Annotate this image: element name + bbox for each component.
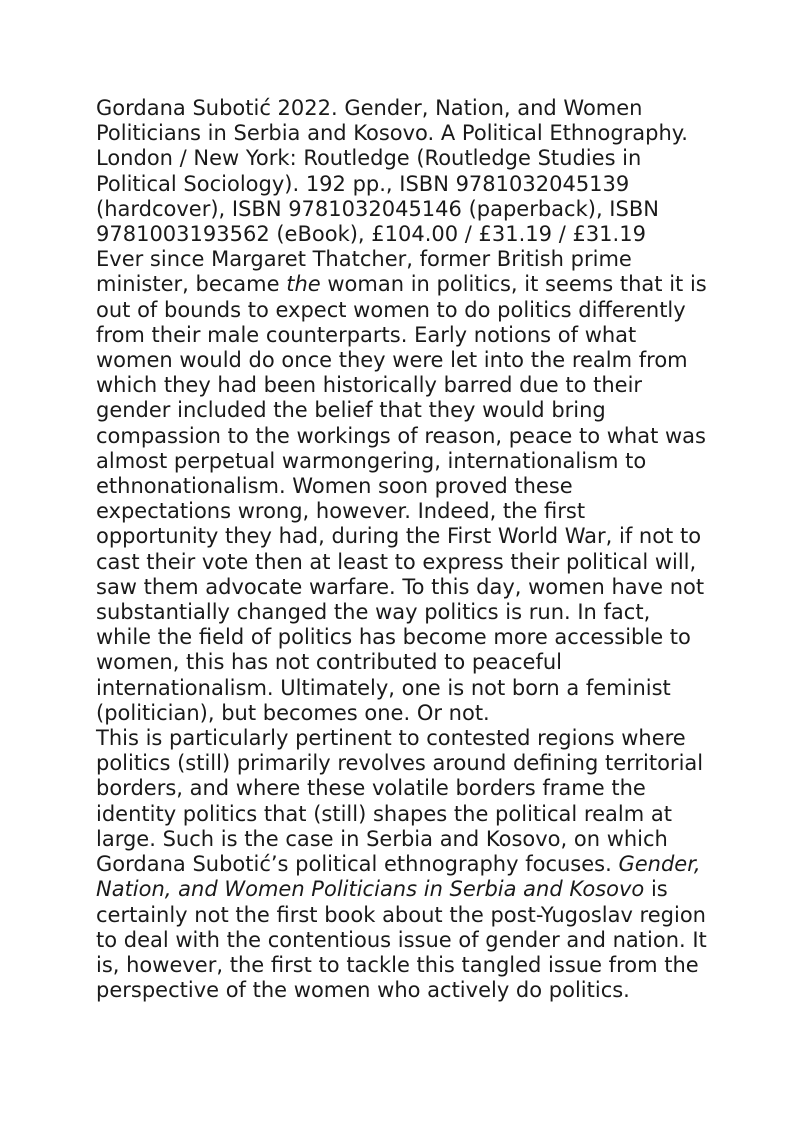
book-title-italic: Gender, Nation, and Women Politicians in Serbia and Kosovo <box>96 852 701 902</box>
book-citation: Gordana Subotić 2022. Gender, Nation, and Women Politicians in Serbia and Kosovo. A Political Ethnography. London / New York: Routledge (Routledge Studies in Political Sociology). 192 pp., ISBN 9781032045139 (hardcover), ISBN 9781032045146 (paperback), ISBN 9781003193562 (eBook), £104.00 / £31.19 / £31.19 <box>96 96 688 247</box>
paragraph-1-text-end: woman in politics, it seems that it is out of bounds to expect women to do politics differently from their male counterparts. Early notions of what women would do once they were let into the realm from which they had been historically barred due to their gender included the belief that they would bring compassion to the workings of reason, peace to what was almost perpetual warmongering, internationalism to ethnonationalism. Women soon proved these expectations wrong, however. Indeed, the first opportunity they had, during the First World War, if not to cast their vote then at least to express their political will, saw them advocate warfare. To this day, women have not substantially changed the way politics is run. In fact, while the field of politics has become more accessible to women, this has not contributed to peaceful internationalism. Ultimately, one is not born a feminist (politician), but becomes one. Or not. <box>96 272 707 725</box>
document-page <box>96 96 708 1003</box>
paragraph-1-emphasis: the <box>286 272 321 297</box>
paragraph-2 <box>96 726 708 1003</box>
paragraph-2-text-start: This is particularly pertinent to contested regions where politics (still) primarily revolves around defining territorial borders, and where these volatile borders frame the identity politics that (still) shapes the political realm at large. Such is the case in Serbia and Kosovo, on which Gordana Subotić’s political ethnography focuses. <box>96 726 704 877</box>
paragraph-2-text-end: is certainly not the first book about the post-Yugoslav region to deal with the contentious issue of gender and nation. It is, however, the first to tackle this tangled issue from the perspective of the women who actively do politics. <box>96 877 707 1003</box>
paragraph-1 <box>96 247 708 726</box>
paragraph-1-text-start: Ever since Margaret Thatcher, former British prime minister, became <box>96 247 632 297</box>
